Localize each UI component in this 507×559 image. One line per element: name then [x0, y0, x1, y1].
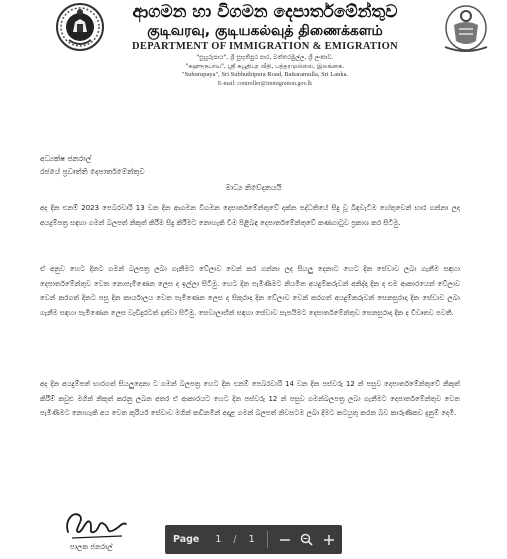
address-sinhala: "සුහුරුපාය", ශ්‍රී සුභූතිපුර පාර, බත්තරමුල්ල, ශ්‍රී ලංකාව. [196, 54, 334, 61]
zoom-in-button[interactable] [318, 529, 340, 551]
address-english: "Suhurupaya", Sri Subhuthipura Road, Battaramulla, Sri Lanka. [181, 71, 349, 78]
department-title-tamil: குடிவரவு, குடியகல்வுத் திணைக்களம் [147, 23, 383, 39]
recipient-block [40, 152, 145, 178]
magnifier-icon [300, 533, 313, 546]
body-paragraph-2: ඒ අනුව හෙට දිනට ගමන් බලපත්‍ර ලබා ගැනීමට වේලාව වෙන් කර ගන්නා ලද සියලු දෙනාට හෙට දින සේවාව ලබා ගැනීම සඳහා දෙපාර්තමේන්තුව වෙත නොපැමිණෙන ලෙස ද ඉල්ලා සිටිමු. හෙට දින පැමිණීමට නියමිත අයදුම්කරුවන් අනිද්දා දින ද එම ආකාරයෙන් වේලාව වෙන් කරගත් දිනට පසු දින කාර්යාලය වෙත පැමිණෙන ලෙස ද සිකුරාදා දින වේලාව වෙන් කරගත් අයදුම්කරුවන් සෙනසුරාදා දින සේවාව ලබා ගැනීම සඳහා පැමිණෙන ලෙස වැඩිදුරටත් දන්වා සිටිමු. සෙවාලාභීන් සඳහා සේවාව සැපයීමට දෙපාර්තමේන්තුව සෙනසුරාදා දින ද විවෘතව පවතී. [40, 265, 460, 317]
zoom-fit-button[interactable] [296, 529, 318, 551]
toolbar-divider [267, 531, 268, 548]
address-tamil: "சுஹுருபாய", ஸ்ரீ சுபூதிபுர வீதி, பத்தரமுல்லை, இலங்கை. [185, 62, 345, 70]
sri-lanka-emblem-icon [55, 2, 105, 52]
department-title-sinhala: ආගමන හා විගමන දෙපාර්තමේන්තුව [132, 2, 398, 22]
email-address: E-mail: controller@immigration.gov.lk [217, 80, 313, 87]
letterhead [100, 2, 430, 88]
recipient-title: අධ්‍යක්ෂ ජනරාල් [40, 154, 92, 163]
department-title-english: DEPARTMENT OF IMMIGRATION & EMIGRATION [132, 41, 398, 52]
handwritten-signature [60, 502, 130, 544]
zoom-out-button[interactable] [274, 529, 296, 551]
page-separator: / [233, 534, 237, 545]
immigration-seal-icon [439, 3, 493, 53]
body-paragraph-3: අද දින අයදුම්පත් භාරගත් සියලුදෙනා ට ගමන් බලපත්‍ර හෙට දින එනම් පෙබරවාරි 14 වන දින පස්වරු 12 න් පසුව දෙපාර්තමේන්තුවේ නිකුත් කිරීම් කවුළු මගින් නිකුත් කරනු ලබන අතර ඒ ආකාරයට හෙට දින පස්වරු 12 න් පසුව ගමන්බලපත්‍ර ලබා ගැනීමට දෙපාර්තමේන්තුව වෙත පැමිණීමට නොහැකි අය වෙත කුරියර් සේවාව මගින් කඩිනමින් අදාළ ගමන් බලපත් නිවසටම ලබා දීමට කටයුතු කරන බව කාරුණිකව දැනුම් දෙමි. [40, 380, 460, 417]
signature-title: පාලක ජනරාල් [70, 543, 113, 551]
current-page-input[interactable]: 1 [215, 534, 222, 545]
minus-icon [279, 534, 291, 546]
body-paragraph-1: අද දින එනම් 2023 පෙබරවාරි 13 වන දින ආගමන විගමන දෙපාර්තමේන්තුවේ දක්න පද්ධතියේ සිදු වූ බිඳවැටීම හේතුවෙන් භාර ගන්නා ලද අයදුම්පත්‍ර සඳහා ගමන් බලපත් නිකුත් කිරීම සිදු කිරීමට නොහැකි වීම පිළිබඳ දෙපාර්තමේන්තුවේ කණගාටුව ප්‍රකාශ කර සිටිමු. [40, 204, 460, 227]
page-label: Page [173, 534, 200, 545]
letter-subject: මාධ්‍ය නිවේදනයයි [225, 183, 282, 192]
pdf-page-toolbar [165, 525, 342, 554]
total-pages: 1 [248, 534, 255, 545]
plus-icon [323, 534, 335, 546]
recipient-department: රජයේ ප්‍රවෘත්ති දෙපාර්තමේන්තුව [40, 167, 145, 176]
